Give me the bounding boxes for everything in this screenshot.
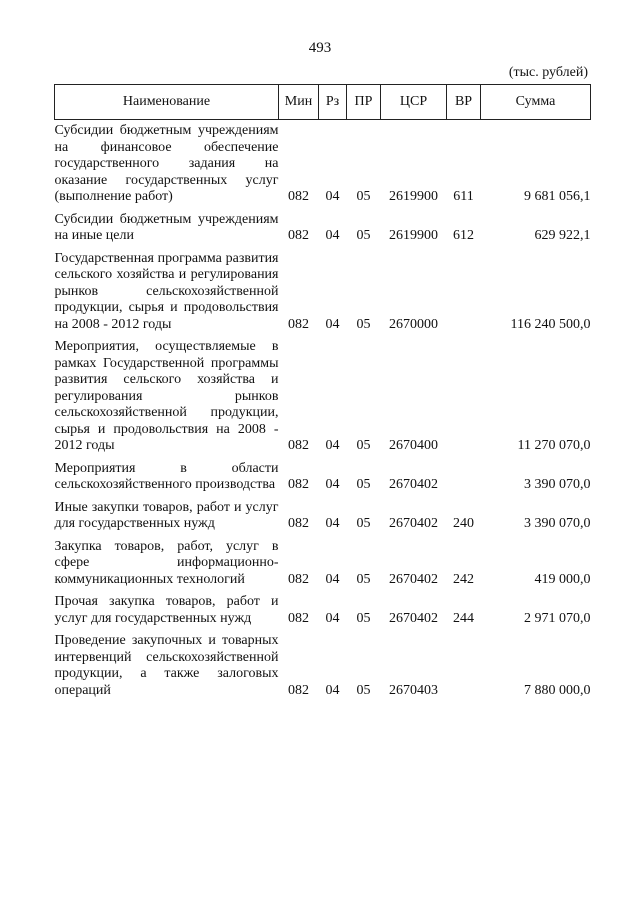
- cell-min: 082: [288, 189, 309, 204]
- cell-min: 082: [288, 228, 309, 243]
- cell-csr: 2670402: [389, 477, 438, 492]
- cell-csr: 2670000: [389, 316, 438, 332]
- cell-name: Мероприятия, осуществляемые в рамках Государственной программы развития сельского хозяйства и регулирования рынков сельскохозяйственной продукции, сырья и продовольствия на 2008 - 2012 годы: [54, 339, 279, 453]
- cell-vr: 240: [453, 516, 474, 531]
- cell-pr: 05: [356, 477, 371, 492]
- cell-csr: 2670400: [389, 438, 438, 453]
- units-note: (тыс. рублей): [508, 65, 588, 80]
- cell-min: 082: [288, 682, 309, 698]
- cell-vr: [447, 630, 481, 702]
- cell-sum: 629 922,1: [534, 228, 591, 243]
- header-vr: ВР: [447, 85, 481, 120]
- cell-sum: 3 390 070,0: [524, 477, 591, 492]
- cell-rz: 04: [325, 571, 340, 587]
- cell-rz: 04: [325, 316, 340, 332]
- cell-name: Прочая закупка товаров, работ и услуг для государственных нужд: [54, 594, 279, 626]
- cell-name: Субсидии бюджетным учреждениям на финансовое обеспечение государственного задания на оказание государственных услуг (выполнение работ): [54, 123, 279, 204]
- cell-csr: 2670402: [389, 516, 438, 531]
- cell-pr: 05: [356, 316, 371, 332]
- cell-min: 082: [288, 571, 309, 587]
- table-row: [55, 591, 591, 630]
- cell-min: 082: [288, 438, 309, 453]
- cell-name: Проведение закупочных и товарных интервенций сельскохозяйственной продукции, а также залоговых операций: [54, 633, 279, 698]
- cell-csr: 2670403: [389, 682, 438, 698]
- header-sum: Сумма: [481, 85, 591, 120]
- cell-sum: 7 880 000,0: [524, 682, 591, 698]
- cell-vr: 611: [453, 189, 474, 204]
- cell-name: Иные закупки товаров, работ и услуг для государственных нужд: [54, 499, 279, 531]
- cell-min: 082: [288, 316, 309, 332]
- table-row: [55, 630, 591, 702]
- cell-rz: 04: [325, 477, 340, 492]
- cell-vr: 242: [453, 571, 474, 587]
- cell-pr: 05: [356, 571, 371, 587]
- cell-rz: 04: [325, 516, 340, 531]
- cell-csr: 2670402: [389, 610, 438, 626]
- cell-rz: 04: [325, 189, 340, 204]
- budget-table: [54, 84, 591, 702]
- cell-min: 082: [288, 516, 309, 531]
- cell-vr: [447, 458, 481, 497]
- table-row: [55, 248, 591, 337]
- cell-sum: 9 681 056,1: [524, 189, 591, 204]
- table-row: [55, 458, 591, 497]
- header-pr: ПР: [347, 85, 381, 120]
- cell-sum: 3 390 070,0: [524, 516, 591, 531]
- table-row: [55, 536, 591, 592]
- cell-pr: 05: [356, 228, 371, 243]
- cell-vr: [447, 248, 481, 337]
- cell-csr: 2619900: [389, 228, 438, 243]
- cell-pr: 05: [356, 610, 371, 626]
- cell-rz: 04: [325, 610, 340, 626]
- table-row: [55, 120, 591, 209]
- cell-csr: 2619900: [389, 189, 438, 204]
- page-number: 493: [308, 40, 332, 56]
- cell-name: Закупка товаров, работ, услуг в сфере информационно-коммуникационных технологий: [54, 538, 279, 587]
- cell-sum: 116 240 500,0: [510, 316, 591, 332]
- cell-csr: 2670402: [389, 571, 438, 587]
- cell-pr: 05: [356, 189, 371, 204]
- cell-min: 082: [288, 610, 309, 626]
- cell-vr: 244: [453, 610, 474, 626]
- cell-name: Мероприятия в области сельскохозяйственного производства: [54, 460, 279, 492]
- cell-rz: 04: [325, 228, 340, 243]
- cell-sum: 419 000,0: [534, 571, 591, 587]
- cell-sum: 2 971 070,0: [524, 610, 591, 626]
- cell-pr: 05: [356, 438, 371, 453]
- cell-rz: 04: [325, 682, 340, 698]
- cell-sum: 11 270 070,0: [517, 438, 591, 453]
- table-row: [55, 336, 591, 458]
- header-rz: Рз: [319, 85, 347, 120]
- cell-min: 082: [288, 477, 309, 492]
- cell-vr: [447, 336, 481, 458]
- table-row: [55, 497, 591, 536]
- header-min: Мин: [279, 85, 319, 120]
- table-row: [55, 209, 591, 248]
- table-header-row: [55, 85, 591, 120]
- cell-vr: 612: [453, 228, 474, 243]
- cell-pr: 05: [356, 516, 371, 531]
- cell-name: Субсидии бюджетным учреждениям на иные цели: [54, 211, 279, 243]
- cell-rz: 04: [325, 438, 340, 453]
- cell-name: Государственная программа развития сельского хозяйства и регулирования рынков сельскохозяйственной продукции, сырья и продовольствия на 2008 - 2012 годы: [54, 250, 279, 332]
- header-csr: ЦСР: [381, 85, 447, 120]
- cell-pr: 05: [356, 682, 371, 698]
- header-name: Наименование: [55, 85, 279, 120]
